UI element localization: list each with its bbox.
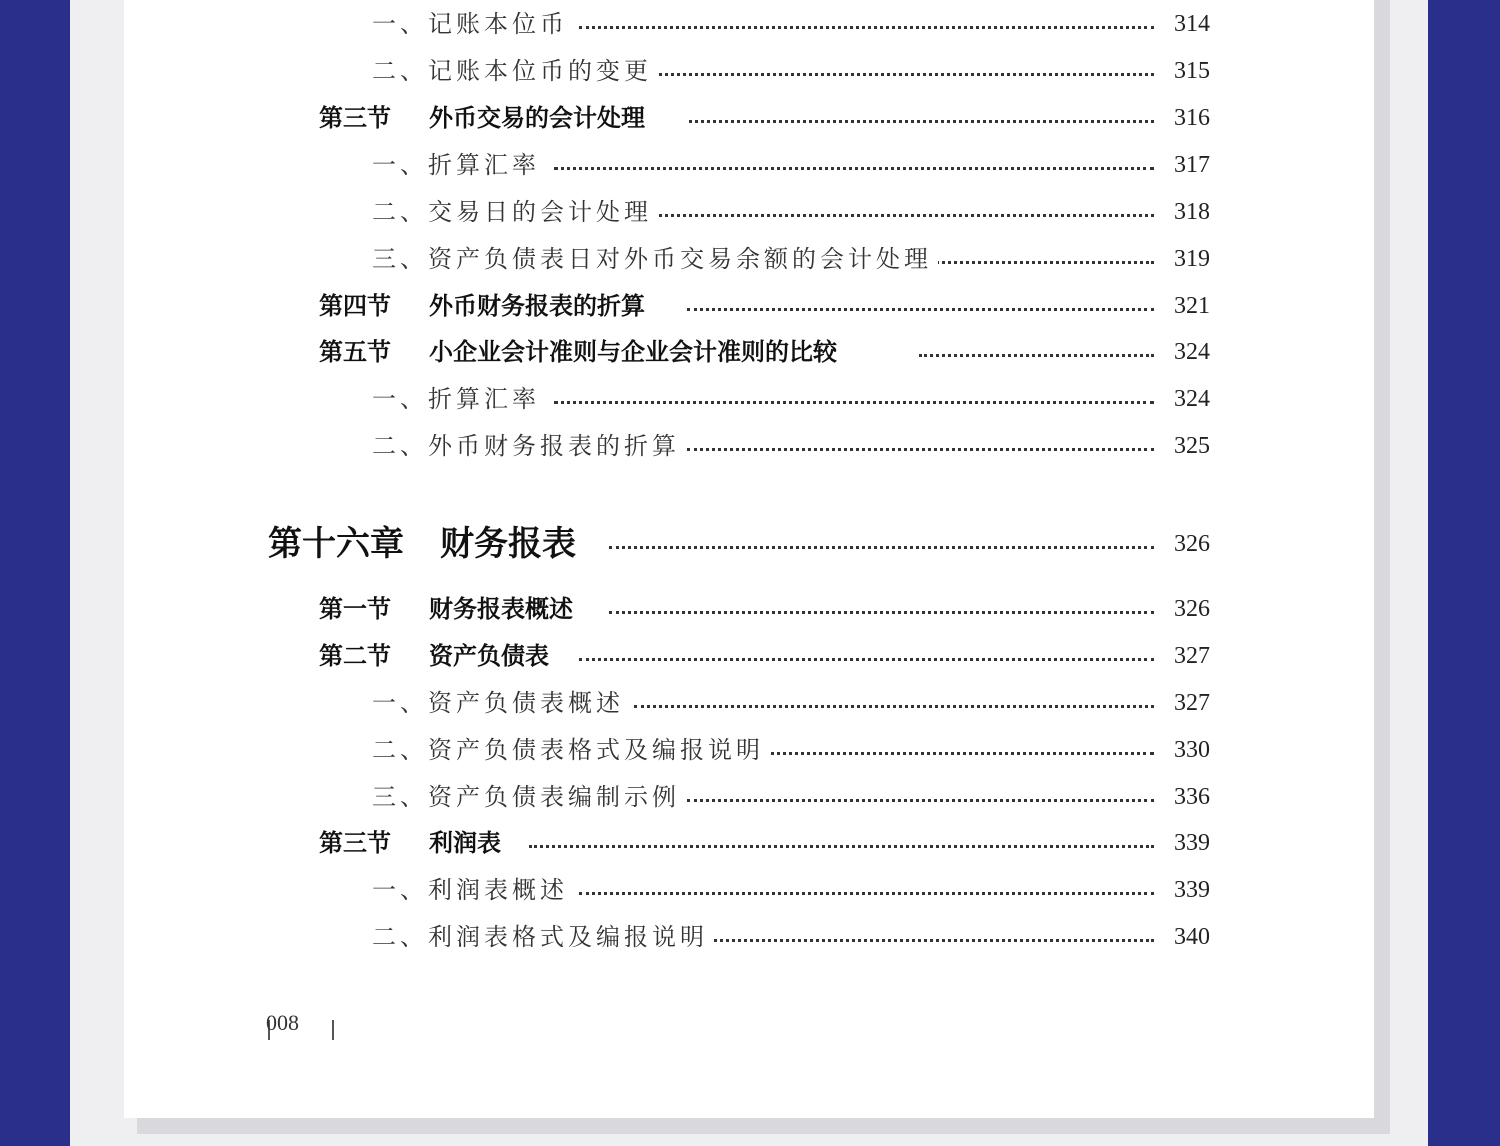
- toc-entry-label: 一、资产负债表概述: [372, 683, 630, 723]
- toc-page-number: 326: [1174, 596, 1210, 622]
- toc-entry-label: [268, 516, 582, 572]
- dot-leader: [687, 799, 1154, 802]
- toc-subsection-row[interactable]: [124, 777, 1374, 817]
- dot-leader: [579, 658, 1154, 661]
- dot-leader: [919, 354, 1154, 357]
- toc-page-number: 317: [1174, 152, 1210, 178]
- toc-subsection-row[interactable]: [124, 192, 1374, 232]
- dot-leader: [764, 752, 1154, 755]
- dot-leader: [687, 448, 1154, 451]
- toc-section-row[interactable]: [124, 98, 1374, 138]
- dot-leader: [687, 308, 1154, 311]
- toc-subsection-row[interactable]: [124, 917, 1374, 957]
- toc-section-row[interactable]: [124, 589, 1374, 629]
- dot-leader: [609, 546, 1154, 549]
- toc-section-row[interactable]: [124, 332, 1374, 372]
- toc-subsection-row[interactable]: [124, 4, 1374, 44]
- toc-entry-label: 一、记账本位币: [372, 4, 574, 44]
- toc-entry-label: 二、资产负债表格式及编报说明: [372, 730, 770, 770]
- toc-section-row[interactable]: [124, 636, 1374, 676]
- toc-page-number: 324: [1174, 386, 1210, 412]
- footer-bar-right: [332, 1020, 334, 1040]
- dot-leader: [709, 939, 1154, 942]
- toc-page-number: 316: [1174, 105, 1210, 131]
- toc-subsection-row[interactable]: [124, 379, 1374, 419]
- toc-subsection-row[interactable]: [124, 51, 1374, 91]
- toc-section-row[interactable]: [124, 286, 1374, 326]
- section-title: 小企业会计准则与企业会计准则的比较: [429, 337, 837, 366]
- toc-entry-label: [319, 636, 555, 676]
- dot-leader: [529, 845, 1154, 848]
- toc-entry-label: 二、利润表格式及编报说明: [372, 917, 714, 957]
- toc-entry-label: 一、利润表概述: [372, 870, 574, 910]
- section-number: 第四节: [319, 291, 391, 320]
- toc-entry-label: [319, 332, 843, 372]
- section-number: 第二节: [319, 641, 391, 670]
- book-page: [124, 0, 1374, 1118]
- toc-entry-label: [319, 589, 579, 629]
- section-number: 第三节: [319, 828, 391, 857]
- toc-page-number: 318: [1174, 199, 1210, 225]
- toc-page-number: 325: [1174, 433, 1210, 459]
- dot-leader: [659, 214, 1154, 217]
- toc-subsection-row[interactable]: [124, 145, 1374, 185]
- toc-entry-label: 三、资产负债表编制示例: [372, 777, 686, 817]
- toc-entry-label: 二、外币财务报表的折算: [372, 426, 686, 466]
- section-number: 第三节: [319, 103, 391, 132]
- toc-entry-label: [319, 823, 507, 863]
- toc-page-number: 315: [1174, 58, 1210, 84]
- section-title: 外币财务报表的折算: [429, 291, 645, 320]
- toc-page-number: 340: [1174, 924, 1210, 950]
- toc-chapter-row[interactable]: [124, 516, 1374, 564]
- toc-page-number: 321: [1174, 293, 1210, 319]
- toc-page-number: 319: [1174, 246, 1210, 272]
- footer-page-number: 008: [266, 1010, 299, 1035]
- toc-entry-label: 三、资产负债表日对外币交易余额的会计处理: [372, 239, 938, 279]
- dot-leader: [554, 167, 1154, 170]
- toc-page-number: 339: [1174, 877, 1210, 903]
- toc-section-row[interactable]: [124, 823, 1374, 863]
- toc-subsection-row[interactable]: [124, 426, 1374, 466]
- section-title: 利润表: [429, 828, 501, 857]
- dot-leader: [554, 401, 1154, 404]
- toc-entry-label: 二、记账本位币的变更: [372, 51, 658, 91]
- toc-page-number: 330: [1174, 737, 1210, 763]
- toc-page-number: 339: [1174, 830, 1210, 856]
- toc-subsection-row[interactable]: [124, 683, 1374, 723]
- chapter-title: 财务报表: [440, 524, 576, 564]
- dot-leader: [609, 611, 1154, 614]
- dot-leader: [689, 120, 1154, 123]
- toc-entry-label: [319, 286, 651, 326]
- toc-page-number: 336: [1174, 784, 1210, 810]
- chapter-number: 第十六章: [268, 524, 404, 564]
- section-title: 资产负债表: [429, 641, 549, 670]
- section-number: 第一节: [319, 594, 391, 623]
- toc-page-number: 327: [1174, 643, 1210, 669]
- toc-entry-label: 一、折算汇率: [372, 145, 546, 185]
- dot-leader: [634, 705, 1154, 708]
- toc-entry-label: 一、折算汇率: [372, 379, 546, 419]
- dot-leader: [579, 892, 1154, 895]
- toc-page-number: 324: [1174, 339, 1210, 365]
- toc-subsection-row[interactable]: [124, 239, 1374, 279]
- toc-page-number: 326: [1174, 531, 1210, 557]
- section-title: 财务报表概述: [429, 594, 573, 623]
- dot-leader: [919, 261, 1154, 264]
- dot-leader: [659, 73, 1154, 76]
- dot-leader: [579, 26, 1154, 29]
- toc-subsection-row[interactable]: [124, 730, 1374, 770]
- section-number: 第五节: [319, 337, 391, 366]
- section-title: 外币交易的会计处理: [429, 103, 645, 132]
- toc-entry-label: 二、交易日的会计处理: [372, 192, 658, 232]
- toc-subsection-row[interactable]: [124, 870, 1374, 910]
- toc-entry-label: [319, 98, 651, 138]
- toc-page-number: 327: [1174, 690, 1210, 716]
- toc-page-number: 314: [1174, 11, 1210, 37]
